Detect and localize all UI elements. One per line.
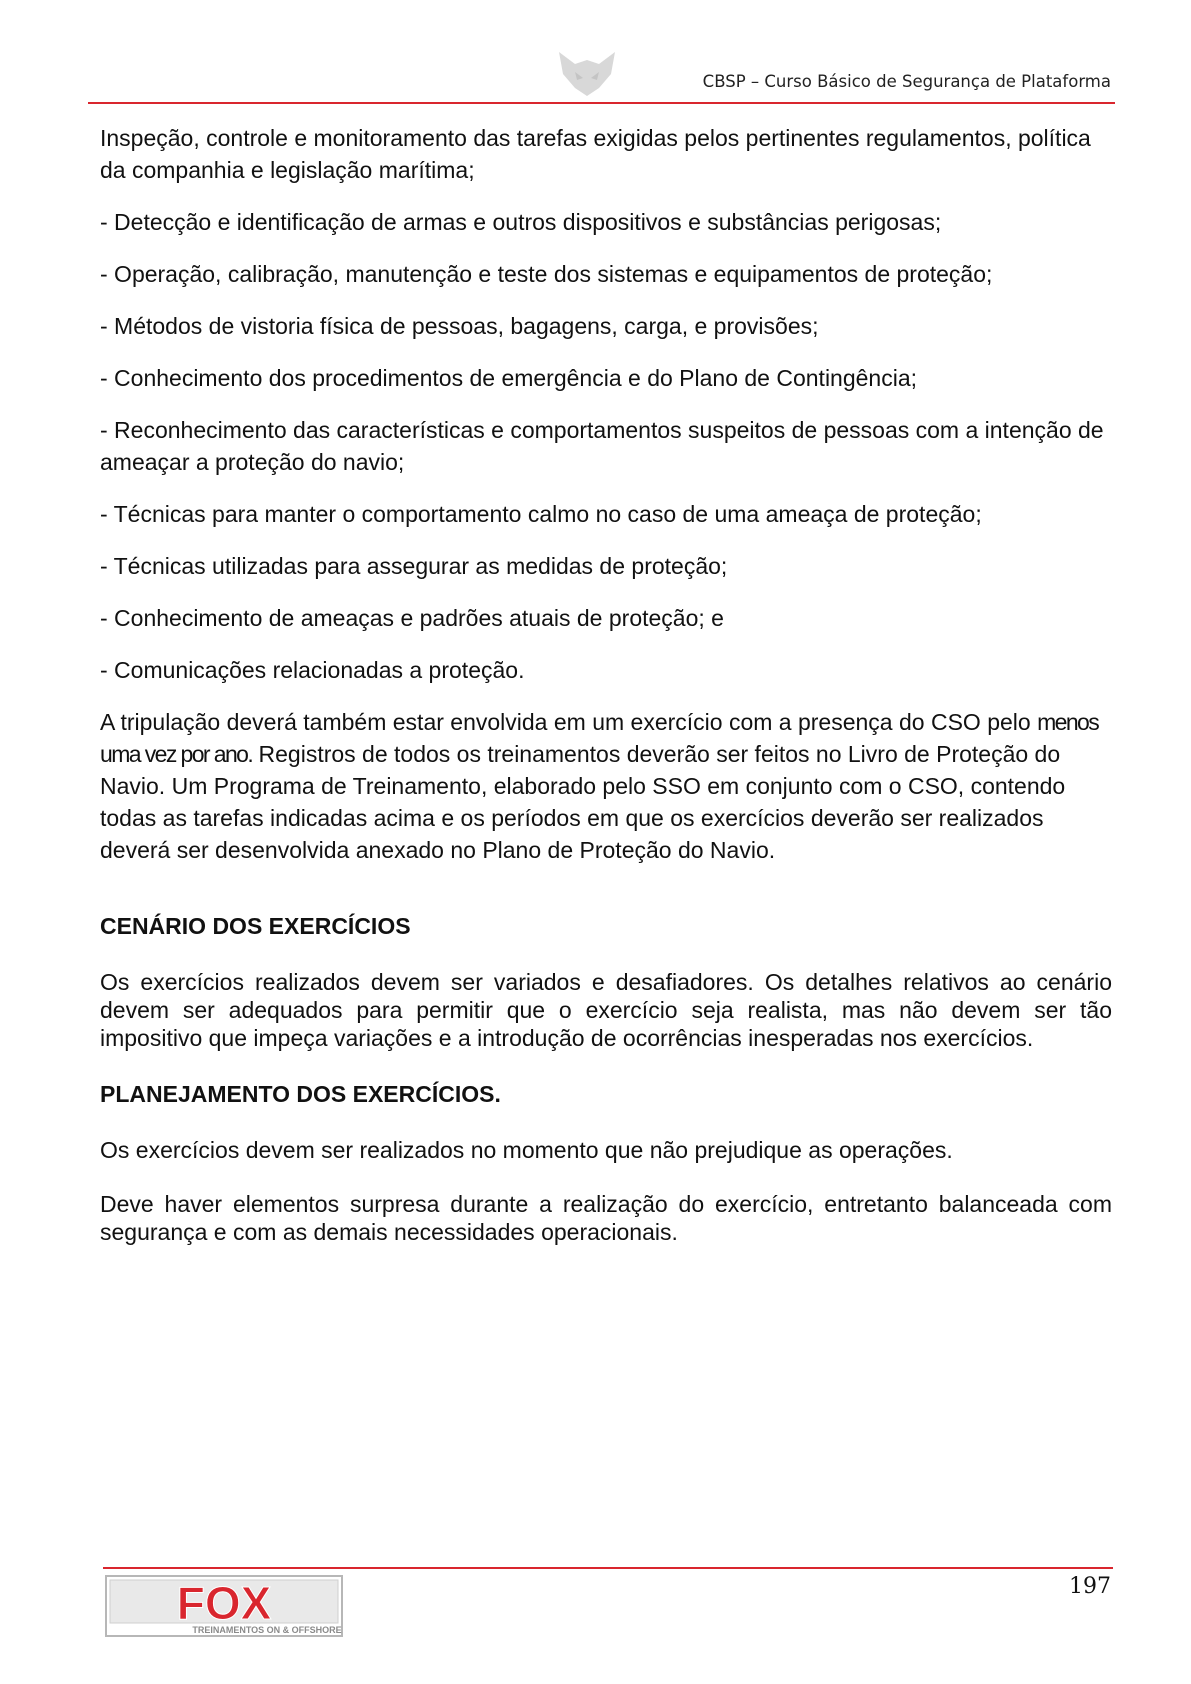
list-item: - Comunicações relacionadas a proteção. [100, 657, 525, 683]
section-heading-scenario: CENÁRIO DOS EXERCÍCIOS [100, 913, 411, 939]
intro-paragraph: Inspeção, controle e monitoramento das tarefas exigidas pelos pertinentes regulamentos, política da companhia e legislação marítima; [100, 125, 1091, 183]
list-item: - Técnicas utilizadas para assegurar as medidas de proteção; [100, 553, 728, 579]
list-item: - Operação, calibração, manutenção e teste dos sistemas e equipamentos de proteção; [100, 261, 993, 287]
header-divider [88, 102, 1115, 104]
list-item: - Técnicas para manter o comportamento calmo no caso de uma ameaça de proteção; [100, 501, 982, 527]
list-item: - Reconhecimento das características e comportamentos suspeitos de pessoas com a intenção de ameaçar a proteção do navio; [100, 417, 1104, 475]
logo-word: FOX [176, 1577, 272, 1629]
fox-logo [105, 1575, 343, 1637]
training-text-part1: A tripulação deverá também estar envolvida em um exercício com a presença do CSO pelo [100, 709, 1038, 735]
planning-paragraph-2: Deve haver elementos surpresa durante a realização do exercício, entretanto balanceada com segurança e com as demais necessidades operacionais. [100, 1191, 1112, 1245]
page-number: 197 [1069, 1574, 1111, 1599]
header-title: CBSP – Curso Básico de Segurança de Plataforma [702, 72, 1111, 91]
page-content [100, 122, 1112, 1246]
training-text-part3: Registros de todos os treinamentos deverão ser feitos no Livro de Proteção do Navio. Um Programa de Treinamento, elaborado pelo SSO em conjunto com o CSO, contendo todas as tarefas indicadas acima e os períodos em que os exercícios deverão ser realizados deverá ser desenvolvida anexado no Plano de Proteção do Navio. [100, 741, 1066, 863]
training-text-part2: menos uma vez por ano. [100, 709, 1099, 767]
list-item: - Conhecimento dos procedimentos de emergência e do Plano de Contingência; [100, 365, 918, 391]
logo-tagline: TREINAMENTOS ON & OFFSHORE [192, 1625, 342, 1635]
footer-divider [103, 1567, 1113, 1569]
training-paragraph [100, 706, 1112, 866]
list-item: - Métodos de vistoria física de pessoas, bagagens, carga, e provisões; [100, 313, 819, 339]
list-item: - Conhecimento de ameaças e padrões atuais de proteção; e [100, 605, 724, 631]
scenario-paragraph: Os exercícios realizados devem ser variados e desafiadores. Os detalhes relativos ao cenário devem ser adequados para permitir que o exercício seja realista, mas não devem ser tão impositivo que impeça variações e a introdução de ocorrências inesperadas nos exercícios. [100, 969, 1112, 1051]
fox-head-icon [555, 50, 619, 98]
list-item: - Detecção e identificação de armas e outros dispositivos e substâncias perigosas; [100, 209, 942, 235]
planning-paragraph-1: Os exercícios devem ser realizados no momento que não prejudique as operações. [100, 1137, 953, 1163]
section-heading-planning: PLANEJAMENTO DOS EXERCÍCIOS. [100, 1081, 501, 1107]
